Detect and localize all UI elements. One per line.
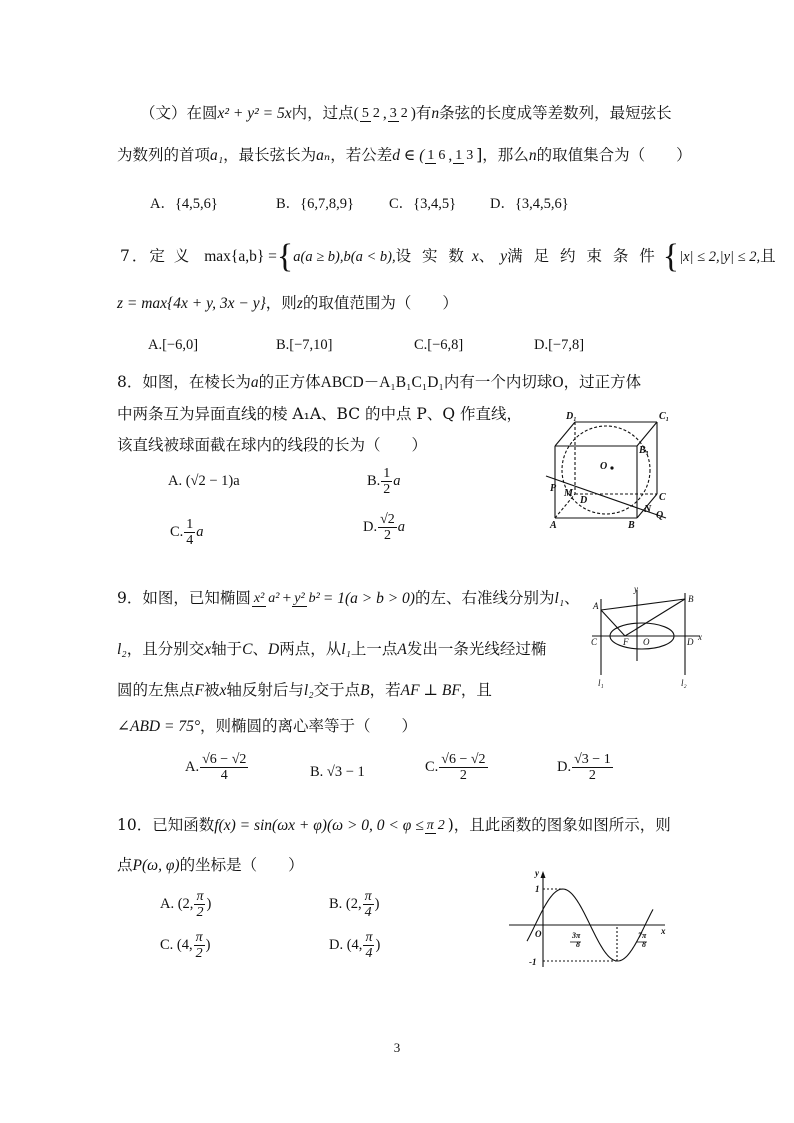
var-an: aₙ — [316, 147, 331, 164]
q10-text: )，且此函数的图象如图所示，则 — [447, 816, 671, 834]
label-x: x — [698, 632, 702, 642]
label-c1: C₁ — [659, 411, 670, 422]
q9-text: 轴于 — [211, 640, 243, 658]
q9-text: ，若 — [369, 681, 401, 699]
q8-line-1 — [117, 372, 641, 393]
d-range: d ∈ ( — [392, 147, 425, 164]
q7-text: ，则 — [265, 294, 297, 312]
q9-option-c[interactable]: C. $\frac{√6 - √2}{2}$ — [425, 752, 486, 783]
label-o: O — [535, 929, 542, 939]
q9-line-1: 9．如图，已知椭圆 x² a² + y² b² = 1(a > b > 0)的左、右准线分别为l₁、 — [117, 589, 580, 607]
fraction: 1 3 — [455, 148, 474, 163]
q10-text: 10．已知函数 — [117, 816, 215, 834]
sine-graph — [505, 867, 675, 971]
var-y: y — [500, 248, 508, 265]
q7-option-c[interactable]: C.[−6,8] — [414, 337, 464, 353]
q9-text: 上一点 — [350, 640, 398, 658]
label-c: C — [591, 637, 598, 647]
max-definition: max{a,b} = — [204, 248, 277, 265]
label-l2: l₂ — [681, 678, 687, 688]
label-neg-one: -1 — [529, 957, 537, 967]
fraction: 1 6 — [427, 148, 446, 163]
q10-option-c[interactable]: C. (4, $\frac{\pi}{2}$ ) — [160, 930, 211, 961]
q7-text: 满 足 约 束 条 件 — [507, 247, 658, 265]
q7-text: 且 — [760, 247, 776, 265]
q10-option-d[interactable]: D. (4, $\frac{\pi}{4}$ ) — [329, 930, 381, 961]
q10-line-1: 10．已知函数f(x) = sin(ωx + φ)(ω > 0, 0 < φ ≤ π 2 )，且此函数的图象如图所示，则 — [117, 816, 671, 834]
q7-option-d[interactable]: D.[−7,8] — [534, 337, 585, 353]
center-point — [610, 466, 613, 469]
q6-text: ]，那么 — [476, 146, 529, 164]
q7-text: 7．定 义 — [120, 247, 192, 265]
q8-text: ，过正方体 — [563, 373, 642, 391]
q8-option-d[interactable]: D. $\frac{√2}{2}$ a — [363, 512, 406, 543]
q10-text: 点 — [117, 856, 133, 874]
label-b: B — [628, 520, 635, 530]
q6-option-a[interactable]: A．{4,5,6} — [150, 196, 218, 212]
q9-option-b[interactable]: B. √3 − 1 — [310, 764, 365, 780]
z-expression: z = max{4x + y, 3x − y} — [117, 295, 266, 312]
q9-text: 轴反射后与 — [226, 681, 304, 699]
q9-text: ，且 — [460, 681, 492, 699]
ellipse-figure — [588, 585, 708, 691]
q7-text: 的取值范围为（ ） — [302, 294, 458, 312]
var-n: n — [431, 105, 440, 122]
page-number: 3 — [393, 1040, 401, 1055]
ray-af — [601, 610, 625, 636]
label-a: A — [550, 520, 557, 530]
q9-text: 发出一条光线经过椭 — [406, 640, 547, 658]
q9-option-d[interactable]: D. $\frac{√3 - 1}{2}$ — [557, 752, 611, 783]
q10-line-2 — [117, 855, 304, 876]
q9-text: 交于点 — [313, 681, 361, 699]
q7-line-1: 7．定 义 max{a,b} ={a(a ≥ b),b(a < b),设 实 数 x、 y满 足 约 束 条 件 {|x| ≤ 2,|y| ≤ 2,且 — [120, 238, 776, 275]
label-b: B — [688, 594, 694, 604]
label-one: 1 — [535, 884, 540, 894]
q6-text: （文）在圆 — [140, 104, 218, 122]
q8-option-b[interactable]: B. $\frac{1}{2}$ a — [367, 466, 401, 497]
tick-7pi-den: 8 — [642, 940, 646, 949]
constraint-list: |x| ≤ 2,|y| ≤ 2, — [679, 248, 761, 265]
label-d: D — [687, 637, 694, 647]
label-d: D — [580, 495, 588, 506]
label-p: P — [550, 483, 557, 494]
q9-option-a[interactable]: A. $\frac{√6 - √2}{4}$ — [185, 752, 247, 783]
q10-text: 的坐标是（ ） — [179, 856, 304, 874]
perpendicular-condition: AF ⊥ BF — [400, 682, 461, 699]
label-d1: D₁ — [566, 411, 577, 422]
segment-ab — [601, 599, 685, 610]
q7-line-2 — [117, 293, 458, 314]
q9-text: 两点，从 — [279, 640, 342, 658]
q10-option-a[interactable]: A. (2, $\frac{\pi}{2}$ ) — [160, 889, 212, 920]
q6-text: 为数列的首项 — [117, 146, 211, 164]
q7-sep: 、 — [478, 247, 495, 265]
tick-7pi-num: 7π — [638, 931, 647, 940]
label-c: C — [659, 492, 666, 503]
q6-text: 内，过点 — [291, 104, 354, 122]
label-o: O — [600, 461, 608, 472]
var-l2: l₂ — [117, 641, 127, 658]
label-n: N — [644, 504, 652, 515]
q6-text: ，最长弦长为 — [223, 146, 317, 164]
cube-figure — [540, 408, 680, 530]
q10-option-b[interactable]: B. (2, $\frac{\pi}{4}$ ) — [329, 889, 380, 920]
q6-line-1: （文）在圆x² + y² = 5x内，过点( 5 2 , 3 2 )有n条弦的长度成等差数列，最短弦长 — [140, 104, 672, 122]
case-list: a(a ≥ b),b(a < b), — [293, 248, 396, 265]
q9-text: 被 — [203, 681, 220, 699]
q6-option-c[interactable]: C．{3,4,5} — [389, 196, 457, 212]
q9-text: 9．如图，已知椭圆 — [117, 589, 251, 607]
q6-text: 有 — [415, 104, 432, 122]
q9-line-2: l₂，且分别交x轴于C、D两点，从l₁上一点A发出一条光线经过椭 — [117, 640, 547, 658]
label-l1: l₁ — [598, 678, 604, 688]
label-b1: B₁ — [639, 445, 650, 456]
angle-condition: ∠ABD = 75° — [117, 718, 201, 735]
q6-text: 条弦的长度成等差数列，最短弦长 — [439, 104, 672, 122]
tick-3pi-num: 3π — [572, 931, 581, 940]
q6-option-b[interactable]: B．{6,7,8,9} — [276, 196, 354, 212]
q6-text: ，若公差 — [330, 146, 393, 164]
label-a: A — [593, 601, 599, 611]
q8-line-3: 该直线被球面截在球内的线段的长为（ ） — [117, 436, 428, 454]
point-p: P(ω, φ) — [132, 857, 180, 874]
tick-3pi-den: 8 — [576, 940, 580, 949]
q6-line-2: 为数列的首项a₁，最长弦长为aₙ，若公差d ∈ ( 1 6 , 1 3 ]，那么n的取值集合为（ ） — [117, 146, 692, 164]
cube-name: ABCD－A₁B₁C₁D₁ — [320, 374, 444, 391]
sphere-label: O — [552, 374, 564, 391]
q8-option-a[interactable]: A. (√2 − 1)a — [168, 473, 240, 489]
ray-fb — [625, 599, 685, 636]
q7-option-a[interactable]: A.[−6,0] — [148, 337, 199, 353]
q9-text: 的左、右准线分别为 — [414, 589, 555, 607]
var-a1: a₁ — [210, 147, 224, 164]
var-l1: l₁ — [554, 590, 565, 607]
q7-text: 设 实 数 — [395, 247, 467, 265]
var-n: n — [528, 147, 537, 164]
q6-option-d[interactable]: D．{3,4,5,6} — [490, 196, 569, 212]
ellipse-condition: = 1(a > b > 0) — [322, 590, 415, 607]
var-x: x — [471, 248, 479, 265]
q8-line-2: 中两条互为异面直线的棱 A₁A、BC 的中点 P、Q 作直线， — [117, 405, 522, 423]
function-definition: f(x) = sin(ωx + φ)(ω > 0, 0 < φ ≤ — [214, 817, 424, 834]
q9-text: 圆的左焦点 — [117, 681, 195, 699]
y-arrow — [541, 871, 546, 878]
label-f: F — [623, 637, 629, 647]
fraction: 5 2 — [361, 106, 380, 121]
label-m: M — [564, 488, 573, 499]
var-a: a — [250, 374, 259, 391]
label-y: y — [634, 585, 638, 594]
label-y: y — [535, 868, 539, 878]
q8-text: 内有一个内切球 — [443, 373, 553, 391]
q9-text: 、 — [252, 640, 268, 658]
q9-text: ，则椭圆的离心率等于（ ） — [200, 717, 418, 735]
q9-line-3: 圆的左焦点F被x轴反射后与l₂交于点B，若AF ⊥ BF，且 — [117, 681, 492, 699]
q9-line-4 — [117, 716, 417, 737]
q6-text: 的取值集合为（ ） — [536, 146, 692, 164]
label-o: O — [643, 637, 650, 647]
var-z: z — [296, 295, 303, 312]
fraction: 3 2 — [389, 106, 408, 121]
q8-text: 8．如图，在棱长为 — [117, 373, 251, 391]
q9-text: ，且分别交 — [126, 640, 205, 658]
label-q: Q — [656, 510, 664, 521]
circle-equation: x² + y² = 5x — [217, 105, 292, 122]
q8-text: 的正方体 — [258, 373, 321, 391]
q8-option-c[interactable]: C. $\frac{1}{4}$ a — [170, 517, 204, 548]
label-x: x — [661, 926, 666, 936]
q9-text: 、 — [564, 589, 580, 607]
q7-option-b[interactable]: B.[−7,10] — [276, 337, 333, 353]
